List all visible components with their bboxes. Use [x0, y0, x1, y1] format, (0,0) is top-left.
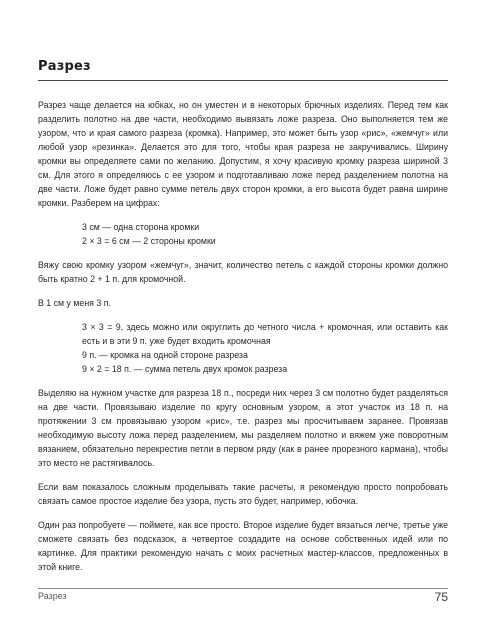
- calc-line: 9 × 2 = 18 п. — сумма петель двух кромок разреза: [82, 364, 288, 374]
- calculation-block-2: [82, 320, 448, 376]
- footer-divider: [38, 588, 448, 589]
- paragraph-gauge: В 1 см у меня 3 п.: [38, 298, 111, 308]
- section-title: Разрез: [38, 59, 91, 74]
- title-divider: [38, 80, 448, 81]
- paragraph-method: Выделяю на нужном участке для разреза 18 п., посреди них через 3 см полотно будет разделяться на две части. Провязываю изделие по кругу основным узором, а этот участок из 18 п. на протяжении 3 см провязываю узором «рис», т.е. разрез мы просчитываем заранее. Провязав необходимую высоту ложа перед разделением, мы разделяем полотно и вяжем уже поворотным вязанием, обязательно перекрестив петли в первом ряду (как в ранее прорезного кармана), чтобы это место не растягивалось.: [38, 388, 448, 468]
- running-footer-section: Разрез: [38, 591, 67, 601]
- calc-line: 3 см — одна сторона кромки: [82, 222, 200, 232]
- calc-line: 9 п. — кромка на одной стороне разреза: [82, 350, 248, 360]
- paragraph-intro: Разрез чаще делается на юбках, но он уместен и в некоторых брючных изделиях. Перед тем как разделить полотно на две части, необходимо вывязать ложе разреза. Оно выполняется тем же узором, что и края самого разреза (кромка). Например, это может быть узор «рис», «жемчуг» или любой узор «резинка». Делается это для того, чтобы края разреза не закручивались. Ширину кромки вы определяете сами по желанию. Допустим, я хочу красивую кромку разреза шириной 3 см. Для этого я определяюсь с ее узором и подготавливаю ложе перед разделением полотна на две части. Ложе будет равно сумме петель двух сторон кромки, а его высота будет равна ширине кромки. Разберем на цифрах:: [38, 100, 448, 208]
- paragraph-pattern: Вяжу свою кромку узором «жемчуг», значит, количество петель с каждой стороны кромки должно быть кратно 2 + 1 п. для кромочной.: [38, 260, 448, 284]
- page-number: 75: [434, 590, 448, 604]
- paragraph-practice: Один раз попробуете — поймете, как все просто. Второе изделие будет вязаться легче, третье уже сможете связать без подсказок, а четвертое создадите на основе собственных идей или по картинке. Для практики рекомендую начать с моих расчетных мастер-классов, предложенных в этой книге.: [38, 520, 448, 572]
- calculation-block-1: [82, 220, 448, 248]
- body-text: [38, 98, 448, 584]
- calc-line: 2 × 3 = 6 см — 2 стороны кромки: [82, 236, 216, 246]
- paragraph-advice: Если вам показалось сложным проделывать такие расчеты, я рекомендую просто попробовать связать самое простое изделие без узора, пусть это будет, например, юбочка.: [38, 482, 448, 506]
- calc-line: 3 × 3 = 9, здесь можно или округлить до четного числа + кромочная, или оставить как есть и в эти 9 п. уже будет входить кромочная: [82, 322, 448, 346]
